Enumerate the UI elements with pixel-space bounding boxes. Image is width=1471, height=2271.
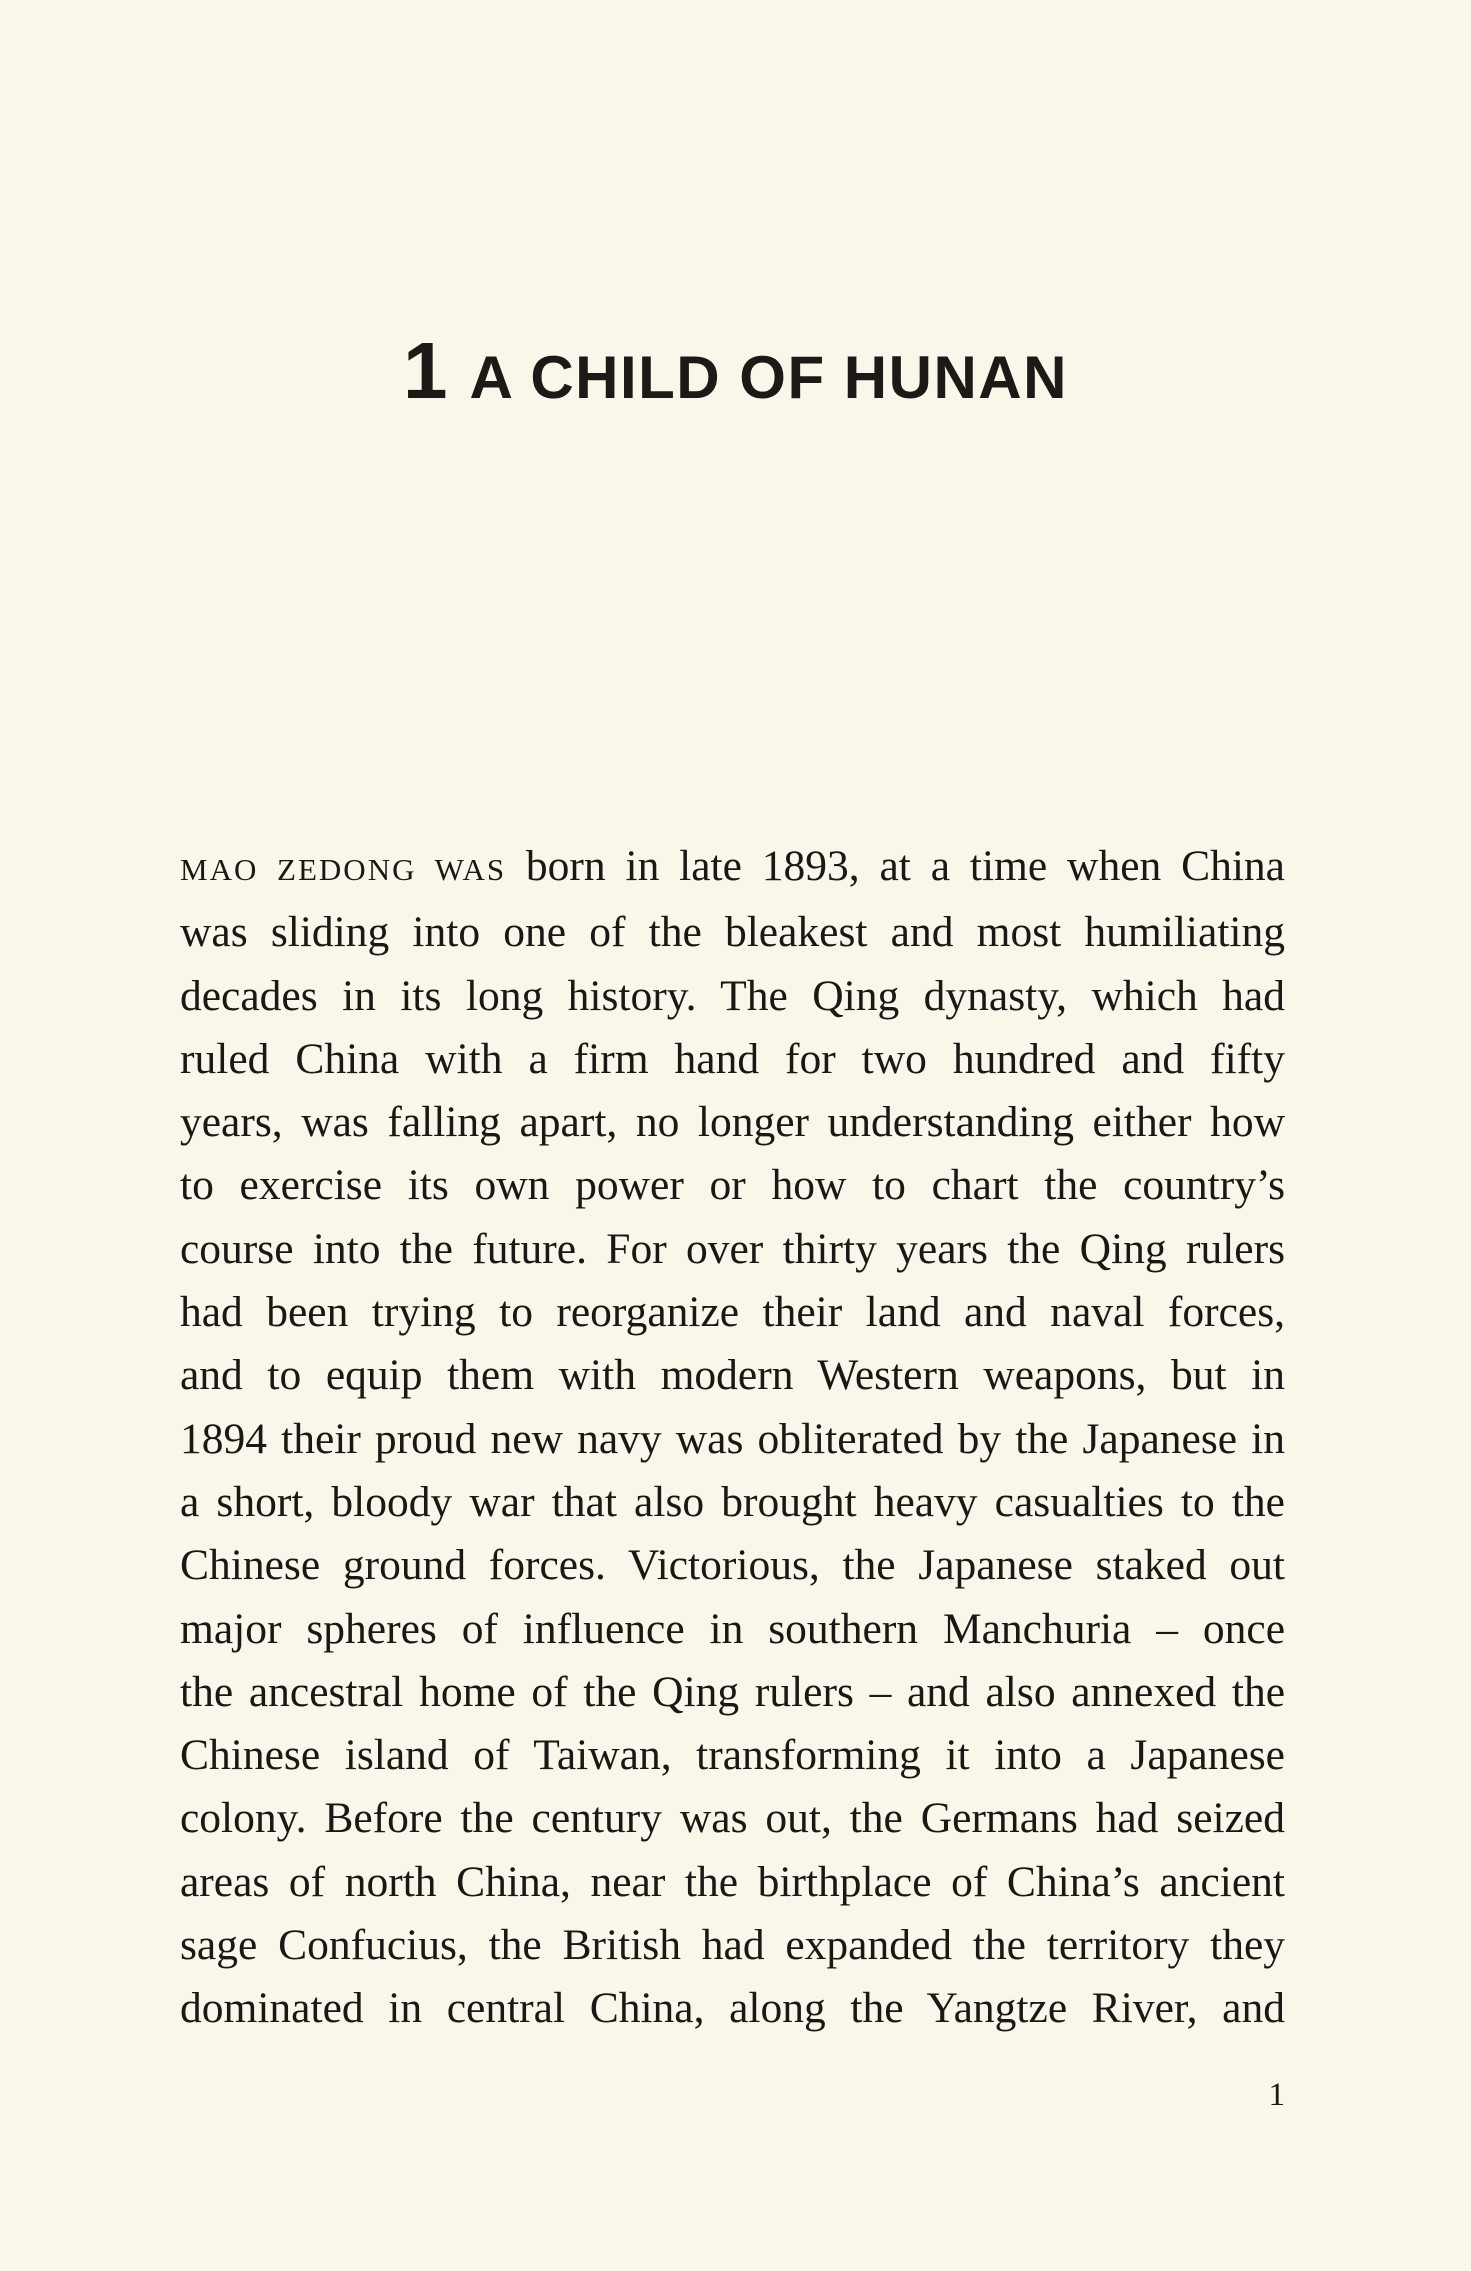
text-line-13: major spheres of influence in southern Manchuria – once — [180, 1604, 1285, 1653]
text-line-11: a short, bloody war that also brought heavy casualties to the — [180, 1477, 1285, 1526]
text-line-5: years, was falling apart, no longer understanding either how — [180, 1098, 1285, 1147]
text-line-9: and to equip them with modern Western weapons, but in — [180, 1351, 1285, 1400]
body-paragraph — [180, 835, 1285, 2041]
lead-in-small-caps: MAO ZEDONG WAS — [180, 852, 507, 887]
text-line-16: colony. Before the century was out, the Germans had seized — [180, 1794, 1285, 1843]
text-line-6: to exercise its own power or how to chart the country’s — [180, 1161, 1285, 1210]
text-line-3: decades in its long history. The Qing dynasty, which had — [180, 971, 1285, 1020]
text-line-2: was sliding into one of the bleakest and most humiliating — [180, 908, 1285, 957]
text-line-7: course into the future. For over thirty years the Qing rulers — [180, 1224, 1285, 1273]
chapter-heading — [0, 326, 1471, 416]
text-line-4: ruled China with a firm hand for two hundred and fifty — [180, 1034, 1285, 1083]
text-line-19: dominated in central China, along the Yangtze River, and — [180, 1984, 1285, 2033]
text-line-10: 1894 their proud new navy was obliterated by the Japanese in — [180, 1414, 1285, 1463]
text-line-14: the ancestral home of the Qing rulers – and also annexed the — [180, 1667, 1285, 1716]
page-number: 1 — [1268, 2077, 1285, 2113]
text-line-17: areas of north China, near the birthplace of China’s ancient — [180, 1857, 1285, 1906]
text-line-1 — [180, 835, 1285, 901]
text-line-15: Chinese island of Taiwan, transforming it into a Japanese — [180, 1731, 1285, 1780]
text-line-8: had been trying to reorganize their land and naval forces, — [180, 1288, 1285, 1337]
text-line-1-rest: born in late 1893, at a time when China — [525, 842, 1285, 890]
chapter-title: A CHILD OF HUNAN — [469, 344, 1068, 412]
chapter-number: 1 — [403, 326, 448, 416]
text-line-18: sage Confucius, the British had expanded the territory they — [180, 1921, 1285, 1970]
text-line-12: Chinese ground forces. Victorious, the Japanese staked out — [180, 1541, 1285, 1590]
